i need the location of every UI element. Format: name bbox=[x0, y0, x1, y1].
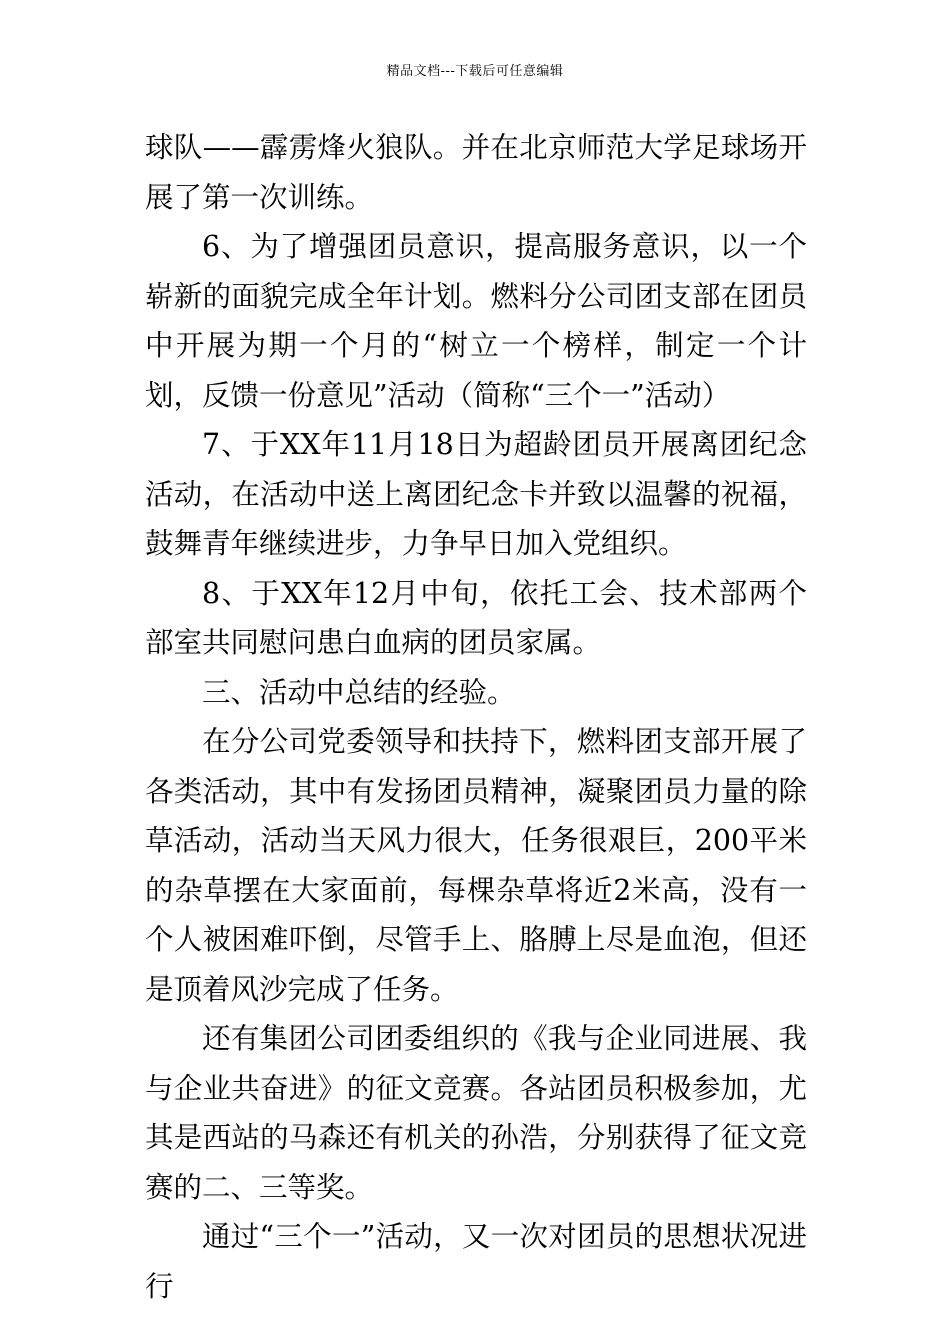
paragraph-continuation: 球队——霹雳烽火狼队。并在北京师范大学足球场开展了第一次训练。 bbox=[145, 131, 807, 214]
paragraph-item-8: 8、于XX年12月中旬，依托工会、技术部两个部室共同慰问患白血病的团员家属。 bbox=[145, 576, 807, 659]
paragraph-item-6: 6、为了增强团员意识，提高服务意识，以一个崭新的面貌完成全年计划。燃料分公司团支部在团员中开展为期一个月的“树立一个榜样，制定一个计划，反馈一份意见”活动（简称“三个一”活动） bbox=[145, 230, 807, 412]
document-body bbox=[145, 123, 807, 1311]
section-heading-3: 三、活动中总结的经验。 bbox=[202, 675, 516, 709]
paragraph-item-7: 7、于XX年11月18日为超龄团员开展离团纪念活动，在活动中送上离团纪念卡并致以温馨的祝福，鼓舞青年继续进步，力争早日加入党组织。 bbox=[145, 428, 807, 560]
paragraph-closing: 通过“三个一”活动，又一次对团员的思想状况进行 bbox=[145, 1220, 807, 1303]
paragraph-essay-contest: 还有集团公司团委组织的《我与企业同进展、我与企业共奋进》的征文竞赛。各站团员积极参加，尤其是西站的马森还有机关的孙浩，分别获得了征文竞赛的二、三等奖。 bbox=[145, 1022, 807, 1204]
page-header: 精品文档---下载后可任意编辑 bbox=[386, 64, 564, 79]
paragraph-experience: 在分公司党委领导和扶持下，燃料团支部开展了各类活动，其中有发扬团员精神，凝聚团员力量的除草活动，活动当天风力很大，任务很艰巨，200平米的杂草摆在大家面前，每棵杂草将近2米高，没有一个人被困难吓倒，尽管手上、胳膊上尽是血泡，但还是顶着风沙完成了任务。 bbox=[145, 725, 807, 1006]
